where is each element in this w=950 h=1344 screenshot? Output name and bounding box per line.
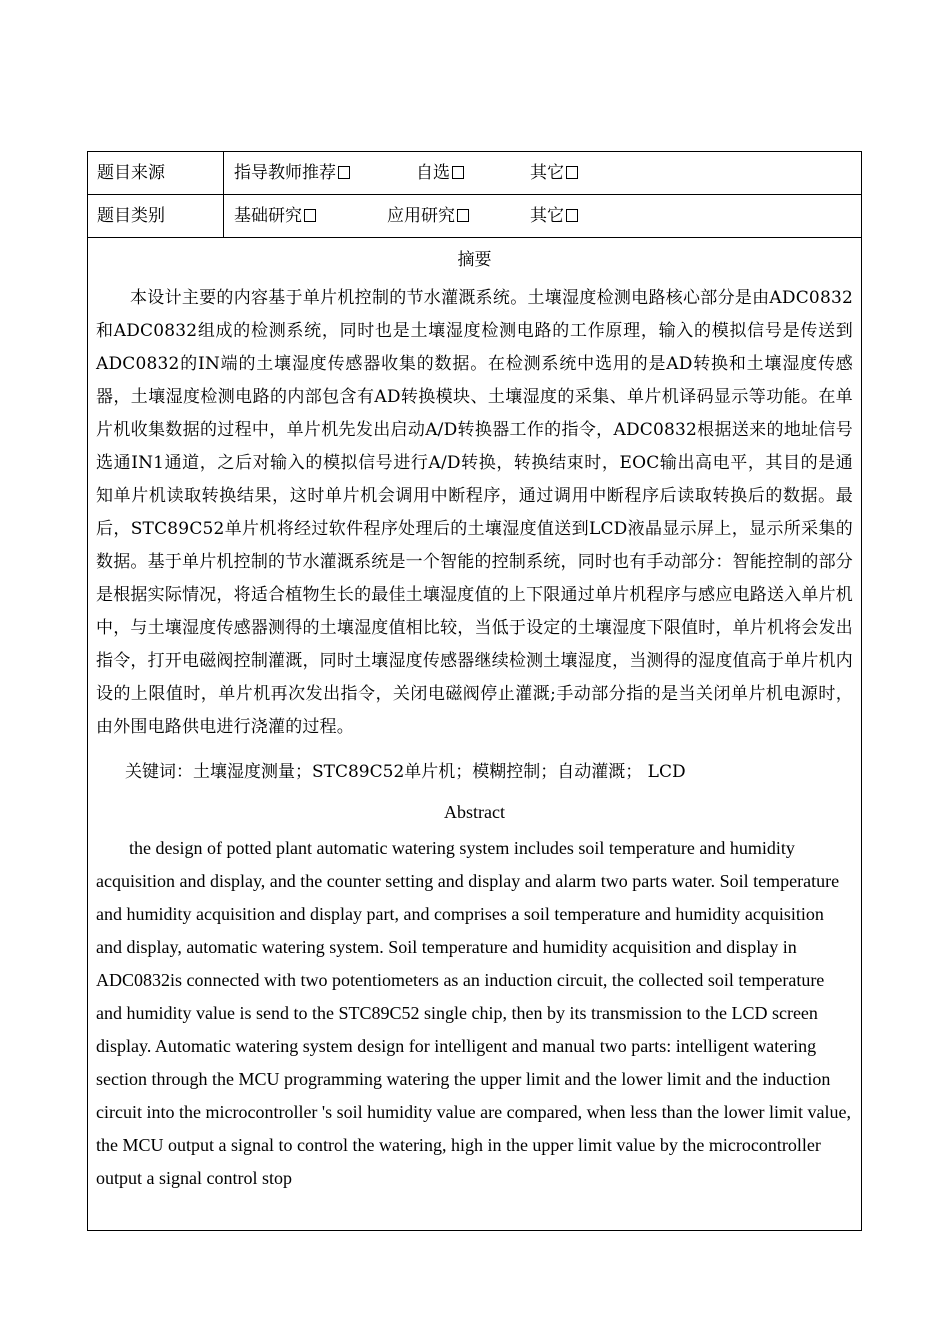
option-other-source[interactable] bbox=[530, 152, 578, 194]
option-basic-research[interactable] bbox=[234, 195, 316, 237]
topic-category-options bbox=[225, 195, 861, 237]
option-label: 指导教师推荐 bbox=[234, 163, 336, 183]
topic-category-row bbox=[88, 195, 861, 238]
option-label: 应用研究 bbox=[387, 206, 455, 226]
chinese-abstract-paragraph: 本设计主要的内容基于单片机控制的节水灌溉系统。土壤湿度检测电路核心部分是由ADC0832和ADC0832组成的检测系统，同时也是土壤湿度检测电路的工作原理，输入的模拟信号是传送到ADC0832的IN端的土壤湿度传感器收集的数据。在检测系统中选用的是AD转换和土壤湿度传感器，土壤湿度检测电路的内部包含有AD转换模块、土壤湿度的采集、单片机译码显示等功能。在单片机收集数据的过程中，单片机先发出启动A/D转换器工作的指令，ADC0832根据送来的地址信号选通IN1通道，之后对输入的模拟信号进行A/D转换，转换结束时，EOC输出高电平，其目的是通知单片机读取转换结果，这时单片机会调用中断程序，通过调用中断程序后读取转换后的数据。最后，STC89C52单片机将经过软件程序处理后的土壤湿度值送到LCD液晶显示屏上，显示所采集的数据。基于单片机控制的节水灌溉系统是一个智能的控制系统，同时也有手动部分：智能控制的部分是根据实际情况，将适合植物生长的最佳土壤湿度值的上下限通过单片机程序与感应电路送入单片机中，与土壤湿度传感器测得的土壤湿度值相比较，当低于设定的土壤湿度下限值时，单片机将会发出指令，打开电磁阀控制灌溉，同时土壤湿度传感器继续检测土壤湿度，当测得的湿度值高于单片机内设的上限值时，单片机再次发出指令，关闭电磁阀停止灌溉;手动部分指的是当关闭单片机电源时，由外围电路供电进行浇灌的过程。 bbox=[96, 288, 853, 737]
abstract-cell bbox=[88, 238, 861, 1195]
topic-source-row bbox=[88, 152, 861, 195]
option-label: 其它 bbox=[530, 206, 564, 226]
option-teacher-recommended[interactable] bbox=[234, 152, 350, 194]
english-abstract-paragraph: the design of potted plant automatic watering system includes soil temperature and humidity acquisition and display, and the counter setting and display and alarm two parts water. Soil temperature and humidity acquisition and display part, and comprises a soil temperature and humidity acquisition and display, automatic watering system. Soil temperature and humidity acquisition and display in ADC0832is connected with two potentiometers as an induction circuit, the collected soil temperature and humidity value is send to the STC89C52 single chip, then by its transmission to the LCD screen display. Automatic watering system design for intelligent and manual two parts: intelligent watering section through the MCU programming watering the upper limit and the lower limit and the induction circuit into the microcontroller 's soil humidity value are compared, when less than the lower limit value, the MCU output a signal to control the watering, high in the upper limit value by the microcontroller output a signal control stop bbox=[96, 838, 852, 1188]
chinese-abstract-heading: 摘要 bbox=[457, 250, 492, 270]
checkbox-icon[interactable] bbox=[457, 209, 469, 222]
option-other-category[interactable] bbox=[530, 195, 578, 237]
topic-source-label: 题目来源 bbox=[88, 152, 224, 194]
option-label: 基础研究 bbox=[234, 206, 302, 226]
checkbox-icon[interactable] bbox=[304, 209, 316, 222]
checkbox-icon[interactable] bbox=[452, 166, 464, 179]
checkbox-icon[interactable] bbox=[566, 166, 578, 179]
option-label: 自选 bbox=[416, 163, 450, 183]
option-self-selected[interactable] bbox=[416, 152, 464, 194]
option-applied-research[interactable] bbox=[387, 195, 469, 237]
option-label: 其它 bbox=[530, 163, 564, 183]
checkbox-icon[interactable] bbox=[338, 166, 350, 179]
form-table bbox=[87, 151, 862, 1231]
topic-category-label: 题目类别 bbox=[88, 195, 224, 237]
english-abstract-heading: Abstract bbox=[444, 802, 505, 822]
topic-source-options bbox=[225, 152, 861, 194]
keywords-line: 关键词：土壤湿度测量；STC89C52单片机；模糊控制；自动灌溉； LCD bbox=[125, 762, 686, 782]
checkbox-icon[interactable] bbox=[566, 209, 578, 222]
